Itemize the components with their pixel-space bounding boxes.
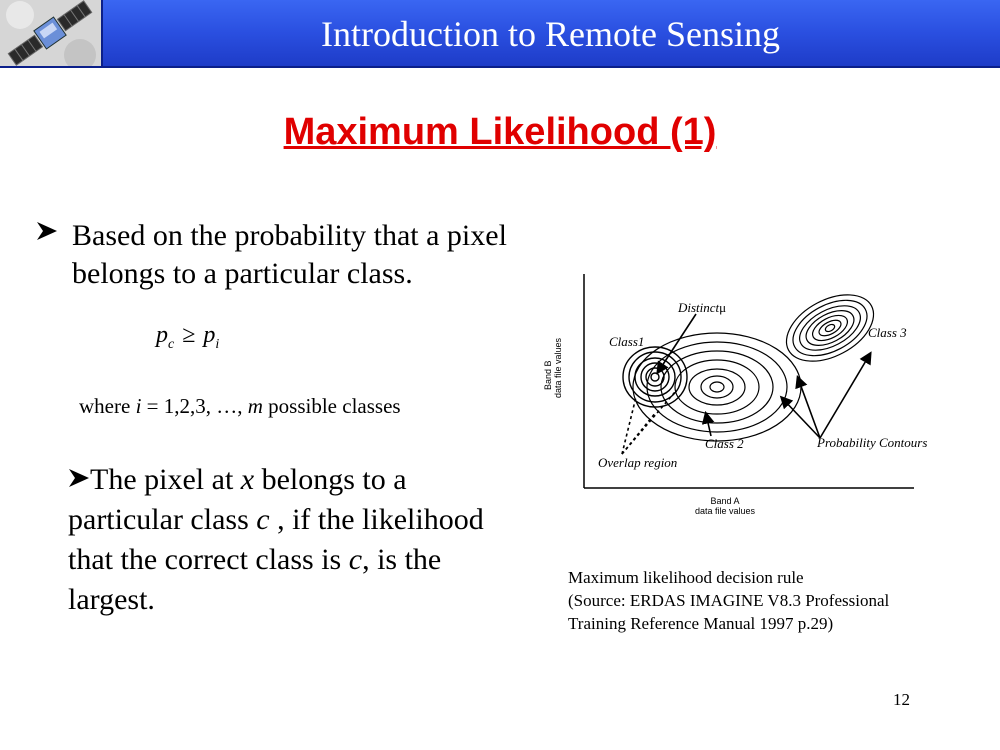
- bullet-2-c1: c: [256, 503, 270, 536]
- where-suffix: possible classes: [262, 394, 401, 418]
- label-class3: Class 3: [868, 325, 907, 340]
- formula-p-right: p: [203, 322, 216, 348]
- figure-caption: [568, 566, 889, 635]
- bullet-2-part4: , is the largest.: [68, 543, 442, 616]
- class-2-contours: [633, 333, 801, 441]
- where-values: = 1,2,3, …,: [141, 394, 248, 418]
- formula-sub-right: i: [215, 336, 220, 352]
- annotation-arrows: [658, 314, 870, 438]
- bullet-2-c2: c: [348, 543, 363, 576]
- formula-sub-left: c: [168, 336, 175, 352]
- where-var-m: m: [247, 394, 263, 418]
- bullet-1-text: Based on the probability that a pixel belongs to a particular class.: [72, 219, 507, 290]
- arrowhead-bullet-icon: [36, 217, 58, 255]
- ylabel-line-1: Band B: [543, 360, 553, 390]
- satellite-icon: [0, 0, 103, 66]
- bullet-2-part2: belongs to a particular class: [68, 463, 407, 536]
- label-class2: Class 2: [705, 436, 744, 451]
- ml-decision-figure: [530, 262, 970, 522]
- bullet-point-1: [36, 217, 556, 293]
- caption-line-3: Training Reference Manual 1997 p.29): [568, 614, 834, 633]
- bullet-2-part3: , if the likelihood that the correct class is: [68, 503, 484, 576]
- label-distinct: Distinctμ: [678, 300, 727, 315]
- header-bar: [0, 0, 1000, 68]
- label-overlap-region: Overlap region: [598, 455, 678, 470]
- bullet-2-x: x: [240, 463, 255, 496]
- arrowhead-bullet-icon: [68, 463, 90, 496]
- header-title: Introduction to Remote Sensing: [321, 14, 780, 54]
- label-probability-contours: Probability Contours: [817, 435, 928, 450]
- page-number: 12: [893, 690, 910, 709]
- formula-operator: ≥: [182, 322, 196, 348]
- label-class1: Class1: [609, 334, 645, 349]
- where-prefix: where: [79, 394, 136, 418]
- caption-line-2: (Source: ERDAS IMAGINE V8.3 Professional: [568, 591, 890, 610]
- formula-p-left: p: [156, 322, 168, 348]
- where-line: [79, 394, 401, 419]
- bullet-2-part1: The pixel at: [90, 463, 241, 496]
- probability-formula: [156, 322, 219, 353]
- xlabel-line-2: data file values: [694, 506, 756, 516]
- slide-title: Maximum Likelihood (1): [283, 111, 717, 153]
- bullet-point-2: [68, 460, 508, 620]
- caption-line-1: Maximum likelihood decision rule: [568, 568, 804, 587]
- xlabel-line-1: Band A: [710, 496, 740, 506]
- where-var-i: i: [135, 394, 142, 418]
- ylabel-line-2: data file values: [553, 337, 563, 398]
